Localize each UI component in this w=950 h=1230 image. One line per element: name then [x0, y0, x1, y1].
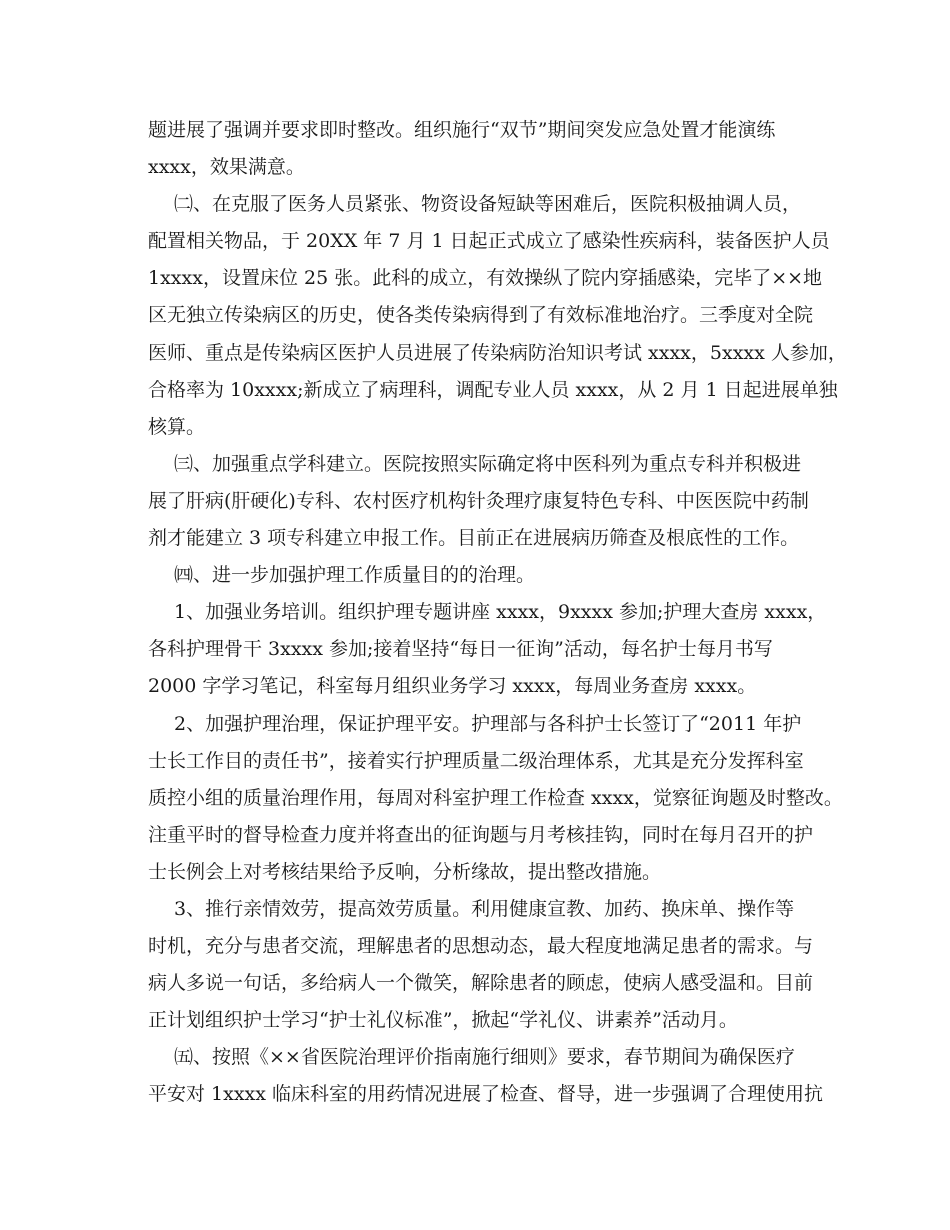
- text-line: 质控小组的质量治理作用，每周对科室护理工作检查 xxxx，觉察征询题及时整改。: [148, 786, 843, 809]
- text-line: 正计划组织护士学习“护士礼仪标准”，掀起“学礼仪、讲素养”活动月。: [148, 1009, 738, 1032]
- paragraph-start-line: 1、加强业务培训。组织护理专题讲座 xxxx，9xxxx 参加;护理大查房 xxxx，: [174, 601, 827, 624]
- text-line: 1xxxx，设置床位 25 张。此科的成立，有效操纵了院内穿插感染，完毕了××地: [148, 267, 823, 290]
- text-line: 医师、重点是传染病区医护人员进展了传染病防治知识考试 xxxx，5xxxx 人参加，: [148, 341, 847, 364]
- paragraph-start-line: ㈢、加强重点学科建立。医院按照实际确定将中医科列为重点专科并积极进: [174, 452, 802, 475]
- text-line: 时机，充分与患者交流，理解患者的思想动态，最大程度地满足患者的需求。与: [148, 935, 814, 958]
- text-line: 核算。: [148, 415, 206, 438]
- text-line: 剂才能建立 3 项专科建立申报工作。目前正在进展病历筛查及根底性的工作。: [148, 527, 800, 550]
- text-line: 病人多说一句话，多给病人一个微笑，解除患者的顾虑，使病人感受温和。目前: [148, 972, 814, 995]
- text-line: 展了肝病(肝硬化)专科、农村医疗机构针灸理疗康复特色专科、中医医院中药制: [148, 489, 809, 512]
- text-line: 注重平时的督导检查力度并将查出的征询题与月考核挂钩，同时在每月召开的护: [148, 823, 814, 846]
- text-line: 区无独立传染病区的历史，使各类传染病得到了有效标准地治疗。三季度对全院: [148, 304, 814, 327]
- text-line: 题进展了强调并要求即时整改。组织施行“双节”期间突发应急处置才能演练: [148, 119, 776, 141]
- text-line: xxxx，效果满意。: [148, 156, 305, 179]
- document-body: [148, 112, 847, 1114]
- text-line: 配置相关物品，于 20XX 年 7 月 1 日起正式成立了感染性疾病科，装备医护人员: [148, 230, 830, 253]
- text-line: 2000 字学习笔记，科室每月组织业务学习 xxxx，每周业务查房 xxxx。: [148, 675, 757, 698]
- text-line: 各科护理骨干 3xxxx 参加;接着坚持“每日一征询”活动，每名护士每月书写: [148, 638, 773, 661]
- text-line: 士长例会上对考核结果给予反响，分析缘故，提出整改措施。: [148, 860, 662, 883]
- text-line: 平安对 1xxxx 临床科室的用药情况进展了检查、督导，进一步强调了合理使用抗: [148, 1083, 824, 1106]
- paragraph-start-line: ㈤、按照《××省医院治理评价指南施行细则》要求，春节期间为确保医疗: [174, 1046, 795, 1069]
- paragraph-start-line: 2、加强护理治理，保证护理平安。护理部与各科护士长签订了“2011 年护: [174, 712, 802, 735]
- paragraph-start-line: ㈡、在克服了医务人员紧张、物资设备短缺等困难后，医院积极抽调人员，: [174, 193, 802, 216]
- text-line: 合格率为 10xxxx;新成立了病理科，调配专业人员 xxxx，从 2 月 1 日起进展单独: [148, 378, 838, 401]
- text-line: 士长工作目的责任书”，接着实行护理质量二级治理体系，尤其是充分发挥科室: [148, 749, 804, 772]
- paragraph-start-line: 3、推行亲情效劳，提高效劳质量。利用健康宣教、加药、换床单、操作等: [174, 897, 795, 920]
- paragraph-start-line: ㈣、进一步加强护理工作质量目的的治理。: [174, 564, 536, 587]
